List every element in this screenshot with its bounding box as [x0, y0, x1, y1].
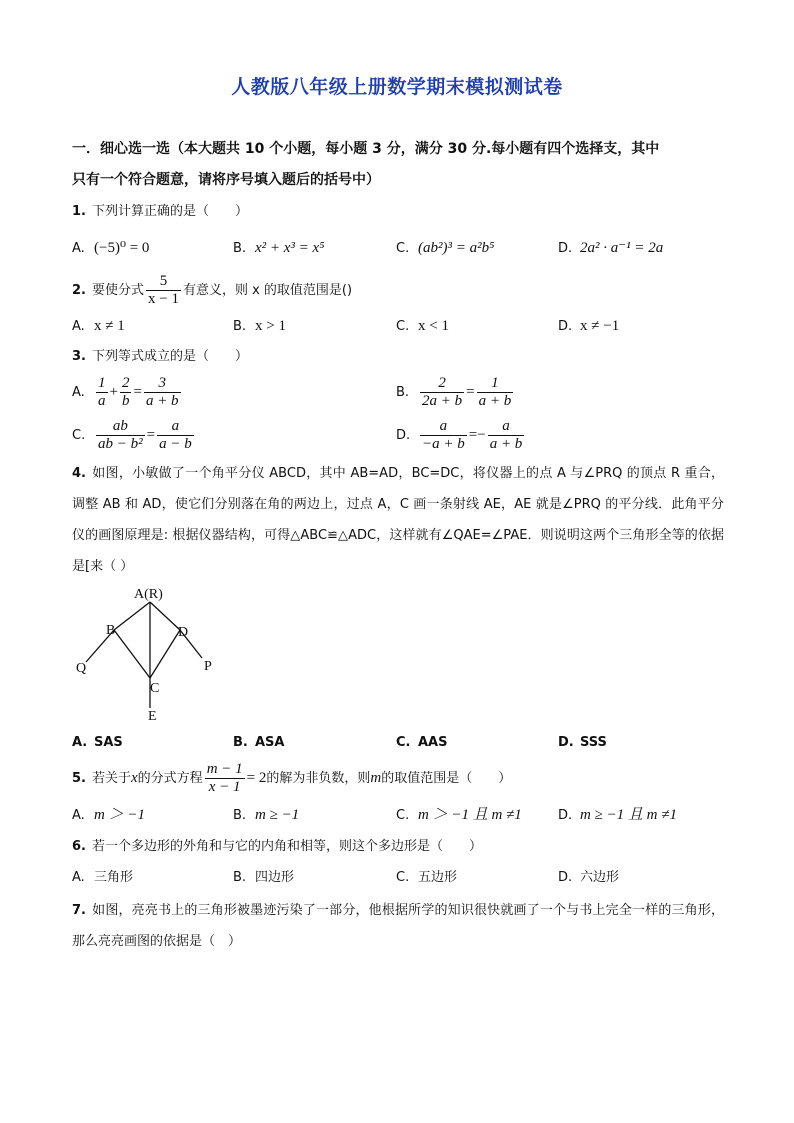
q3-option-d: D. $\frac{a}{-a + b}$ =− $\frac{a}{a + b}$ [396, 418, 523, 452]
question-4: 4. 如图，小敏做了一个角平分仪 ABCD，其中 AB=AD，BC=DC，将仪器上的点 A 与∠PRQ 的顶点 R 重合，调整 AB 和 AD，使它们分别落在角的两边上，过点 A，C 画一条射线 AE，AE 就是∠PRQ 的平分线．此角平分仪的画图原理是: 根据仪器结构，可得△ABC≌△ADC，这样就有∠QAE=∠PAE．则说明这两个三角形全等的依据是[来（ ） [72, 466, 724, 574]
label-c: C [150, 681, 160, 696]
q4-option-c: C. AAS [396, 735, 448, 750]
label-a: A(R) [134, 587, 163, 602]
label-d: D [178, 625, 189, 640]
question-7: 7. 如图，亮亮书上的三角形被墨迹污染了一部分，他根据所学的知识很快就画了一个与书上完全一样的三角形，那么亮亮画图的依据是（ ） [72, 903, 724, 949]
question-1 [72, 202, 724, 222]
segment-dc [150, 630, 180, 678]
q5-option-d: D. m ≥ −1 且 m ≠1 [558, 807, 678, 823]
q3-option-a: A. $\frac{1}{a}$ + $\frac{2}{b}$ = $\frac{3}{a + b}$ [72, 375, 179, 409]
q1-option-b: B. x² + x³ = x⁵ [233, 240, 325, 256]
page-title: 人教版八年级上册数学期末模拟测试卷 [231, 76, 563, 98]
angle-bisector-diagram [72, 582, 232, 724]
q6-option-b: B. 四边形 [233, 870, 295, 885]
question-number: 1. [72, 204, 86, 219]
q1-option-c: C. (ab²)³ = a²b⁵ [396, 240, 495, 256]
segment-ad [150, 602, 180, 630]
q3-option-b: B. $\frac{2}{2a + b}$ = $\frac{1}{a + b}$ [396, 375, 512, 409]
q4-option-a: A. SAS [72, 735, 123, 750]
q6-option-d: D. 六边形 [558, 870, 620, 885]
question-text: 下列计算正确的是（ ） [91, 204, 248, 219]
question-3: 3. 下列等式成立的是（ ） [72, 349, 248, 364]
q1-option-d: D. 2a² · a⁻¹ = 2a [558, 240, 664, 256]
section-line-1: 一．细心选一选（本大题共 10 个小题，每小题 3 分，满分 30 分.每小题有四个选择支，其中 [72, 141, 660, 157]
q4-option-b: B. ASA [233, 735, 285, 750]
q5-option-c: C. m ＞ −1 且 m ≠1 [396, 807, 522, 823]
fraction: $\frac{5}{x - 1}$ [148, 273, 179, 307]
q1-option-a: A. (−5)⁰ = 0 [72, 240, 150, 256]
segment-bc [114, 630, 150, 678]
segment-ab [114, 602, 150, 630]
label-b: B [106, 623, 116, 638]
q6-option-a: A. 三角形 [72, 870, 134, 885]
q2-option-c: C. x < 1 [396, 318, 449, 334]
q2-option-d: D. x ≠ −1 [558, 318, 620, 334]
q3-option-c: C. $\frac{ab}{\text{ab − b²}}$ = $\frac{a}{a - b}$ [72, 418, 192, 452]
label-e: E [148, 709, 157, 724]
q2-option-b: B. x > 1 [233, 318, 286, 334]
label-p: P [204, 659, 212, 674]
question-2: 2. 要使分式 $\frac{5}{x - 1}$ 有意义，则 x 的取值范围是() [72, 273, 353, 307]
section-line-2: 只有一个符合题意，请将序号填入题后的括号中） [72, 172, 380, 188]
question-6: 6. 若一个多边形的外角和与它的内角和相等，则这个多边形是（ ） [72, 839, 482, 854]
q6-option-c: C. 五边形 [396, 870, 458, 885]
section-heading [72, 134, 722, 196]
q2-option-a: A. x ≠ 1 [72, 318, 125, 334]
question-5: 5. 若关于x的分式方程 $\frac{m - 1}{x - 1}$ = 2的解为非负数，则m的取值范围是（ ） [72, 761, 512, 795]
q5-option-b: B. m ≥ −1 [233, 807, 300, 823]
q5-option-a: A. m ＞ −1 [72, 807, 145, 823]
label-q: Q [76, 661, 87, 676]
q4-option-d: D. SSS [558, 735, 607, 750]
